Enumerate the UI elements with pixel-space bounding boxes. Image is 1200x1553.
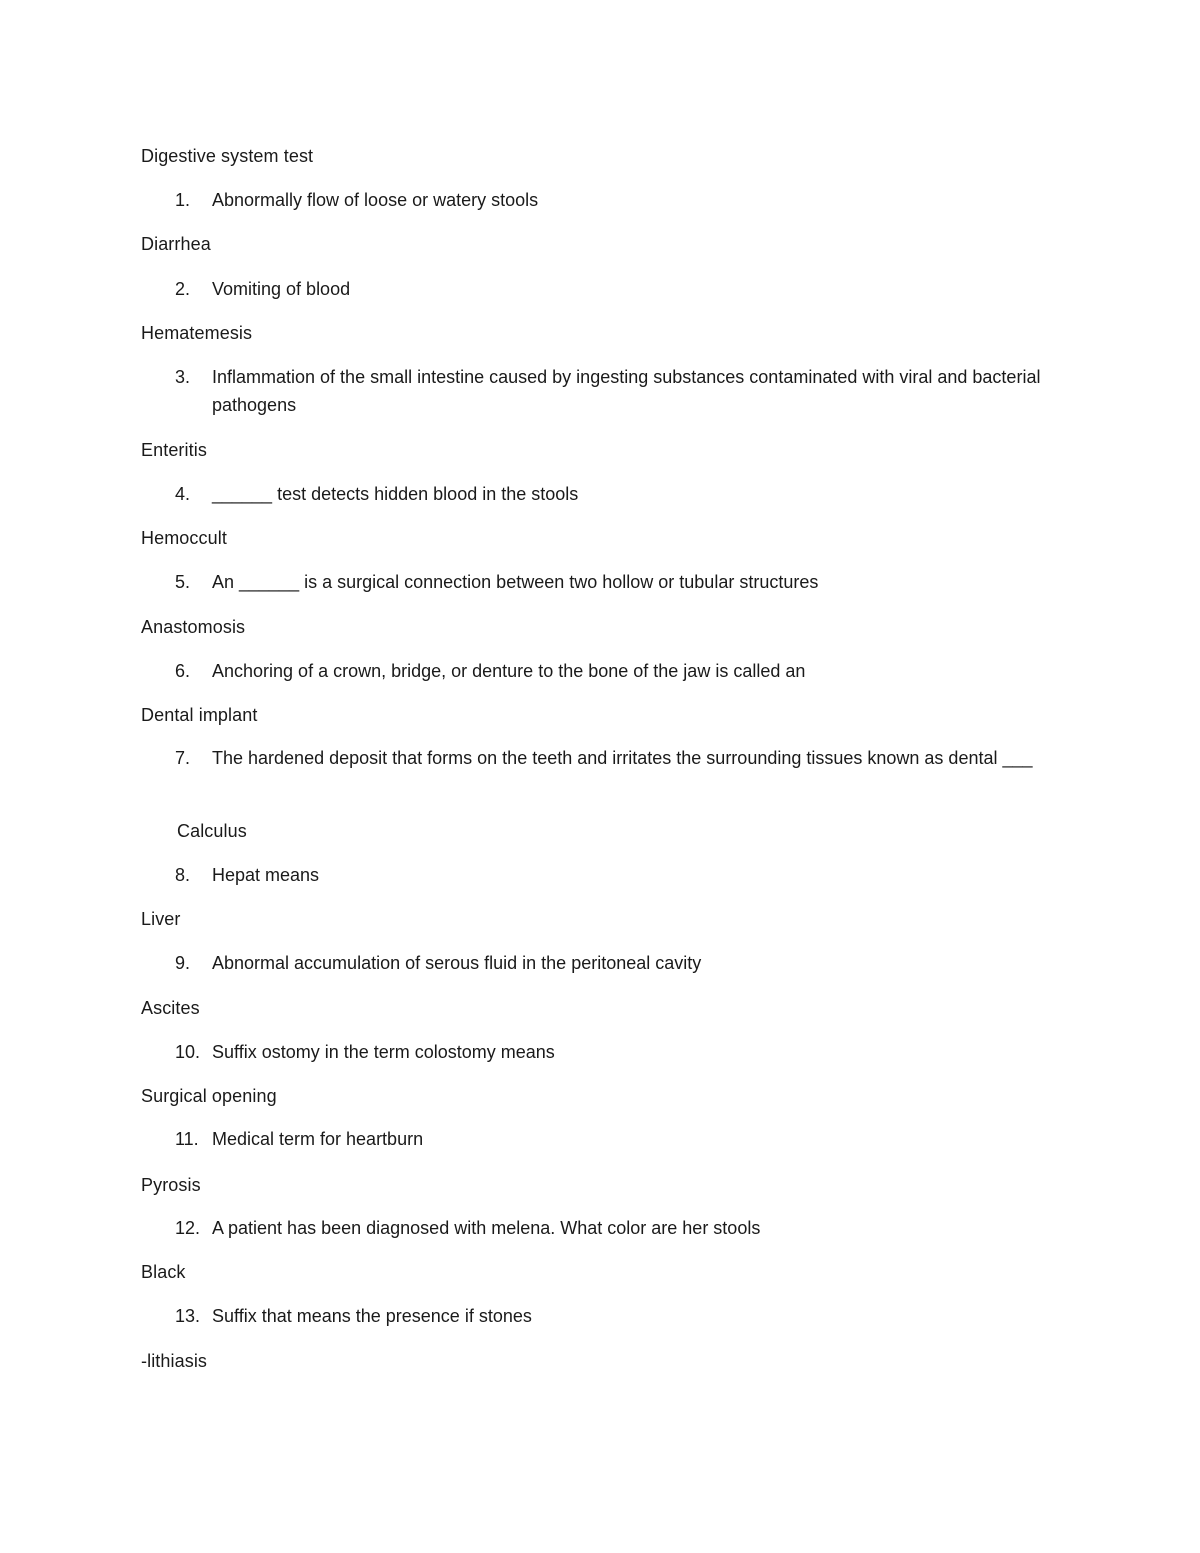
question-text: Hepat means — [212, 865, 320, 885]
answer-text: Dental implant — [141, 705, 258, 725]
question-text: The hardened deposit that forms on the teeth and irritates the surrounding tissues known as dental ___ — [212, 748, 1033, 768]
answer-text: Black — [141, 1262, 186, 1282]
answer-text: Anastomosis — [141, 617, 246, 637]
answer-text: Surgical opening — [141, 1086, 277, 1106]
question-number: 6. — [175, 661, 191, 681]
question-text: Suffix that means the presence if stones — [212, 1306, 532, 1326]
answer-text: Hematemesis — [141, 323, 253, 343]
question-number: 5. — [175, 572, 191, 592]
question-number: 3. — [175, 367, 191, 387]
question-number: 7. — [175, 748, 191, 768]
question-number: 13. — [175, 1306, 201, 1326]
question-text: An ______ is a surgical connection between two hollow or tubular structures — [212, 572, 819, 592]
question-number: 8. — [175, 865, 191, 885]
answer-text: Diarrhea — [141, 234, 211, 254]
question-number: 4. — [175, 484, 191, 504]
question-text: Suffix ostomy in the term colostomy means — [212, 1042, 555, 1062]
answer-text: Ascites — [141, 998, 200, 1018]
answer-text: -lithiasis — [141, 1351, 208, 1371]
question-number: 10. — [175, 1042, 201, 1062]
question-number: 11. — [175, 1129, 199, 1149]
answer-text: Liver — [141, 909, 181, 929]
question-number: 12. — [175, 1218, 201, 1238]
question-text: Abnormal accumulation of serous fluid in the peritoneal cavity — [212, 953, 702, 973]
answer-text: Pyrosis — [141, 1175, 201, 1195]
answer-text: Enteritis — [141, 440, 207, 460]
question-text: Inflammation of the small intestine caused by ingesting substances contaminated with viral and bacterial pathogens — [212, 367, 1041, 415]
question-text: A patient has been diagnosed with melena. What color are her stools — [212, 1218, 761, 1238]
question-number: 2. — [175, 279, 191, 299]
question-number: 1. — [175, 190, 191, 210]
question-text: Medical term for heartburn — [212, 1129, 424, 1149]
question-text: Abnormally flow of loose or watery stools — [212, 190, 539, 210]
question-number: 9. — [175, 953, 191, 973]
answer-text: Hemoccult — [141, 528, 227, 548]
question-text: ______ test detects hidden blood in the stools — [212, 484, 579, 504]
question-text: Vomiting of blood — [212, 279, 351, 299]
answer-text: Calculus — [177, 821, 247, 841]
document-title: Digestive system test — [141, 146, 314, 166]
question-text: Anchoring of a crown, bridge, or denture to the bone of the jaw is called an — [212, 661, 806, 681]
